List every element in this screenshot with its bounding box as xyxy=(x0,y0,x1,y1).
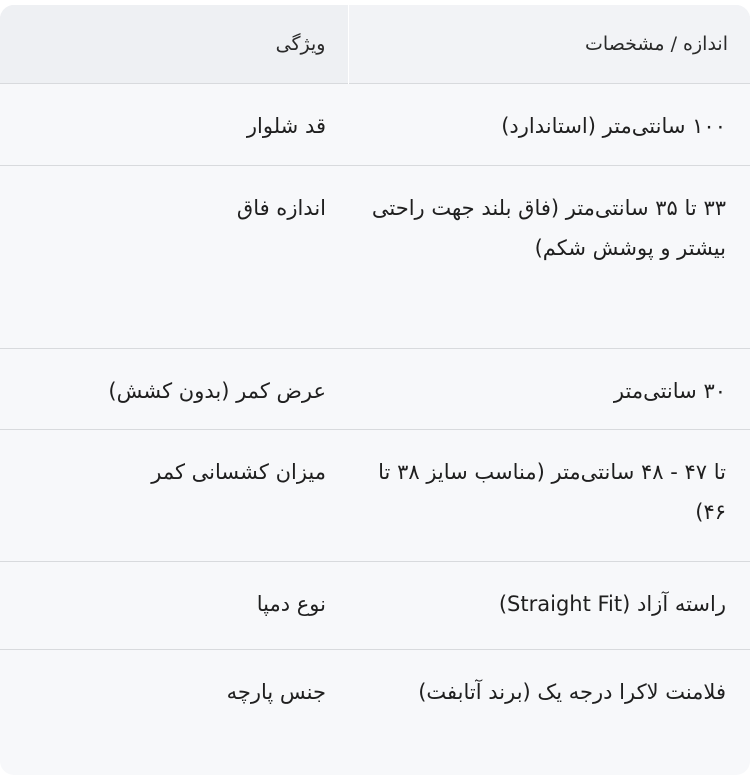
size-table xyxy=(0,5,750,770)
table-row xyxy=(0,83,750,165)
header-feature: ویژگی xyxy=(0,5,348,83)
table-row xyxy=(0,348,750,429)
spec-text: فلامنت لاکرا درجه یک (برند آتابفت) xyxy=(418,679,726,704)
cell-feature: اندازه فاق xyxy=(0,165,348,348)
spec-text: ۱۰۰ سانتی‌متر (استاندارد) xyxy=(501,113,726,138)
cell-spec xyxy=(348,165,750,348)
spec-text: ۳۰ سانتی‌متر xyxy=(613,378,726,403)
cell-spec xyxy=(348,429,750,561)
spec-text: ۳۳ تا ۳۵ سانتی‌متر (فاق بلند جهت راحتی بیشتر و پوشش شکم) xyxy=(371,195,726,260)
cell-feature: میزان کشسانی کمر xyxy=(0,429,348,561)
cell-spec xyxy=(348,348,750,429)
cell-feature: عرض کمر (بدون کشش) xyxy=(0,348,348,429)
header-spec: اندازه / مشخصات xyxy=(348,5,750,83)
spec-text: راسته آزاد (Straight Fit) xyxy=(498,591,726,616)
table-body xyxy=(0,83,750,770)
cell-spec xyxy=(348,561,750,649)
cell-spec xyxy=(348,649,750,770)
table-row xyxy=(0,649,750,770)
table-header xyxy=(0,5,750,83)
table-row xyxy=(0,165,750,348)
cell-feature: جنس پارچه xyxy=(0,649,348,770)
size-table-container xyxy=(0,5,750,775)
table-row xyxy=(0,561,750,649)
spec-text: تا ۴۷ - ۴۸ سانتی‌متر (مناسب سایز ۳۸ تا ۴۶) xyxy=(378,459,726,524)
cell-spec xyxy=(348,83,750,165)
table-row xyxy=(0,429,750,561)
cell-feature: نوع دمپا xyxy=(0,561,348,649)
header-row xyxy=(0,5,750,83)
cell-feature: قد شلوار xyxy=(0,83,348,165)
